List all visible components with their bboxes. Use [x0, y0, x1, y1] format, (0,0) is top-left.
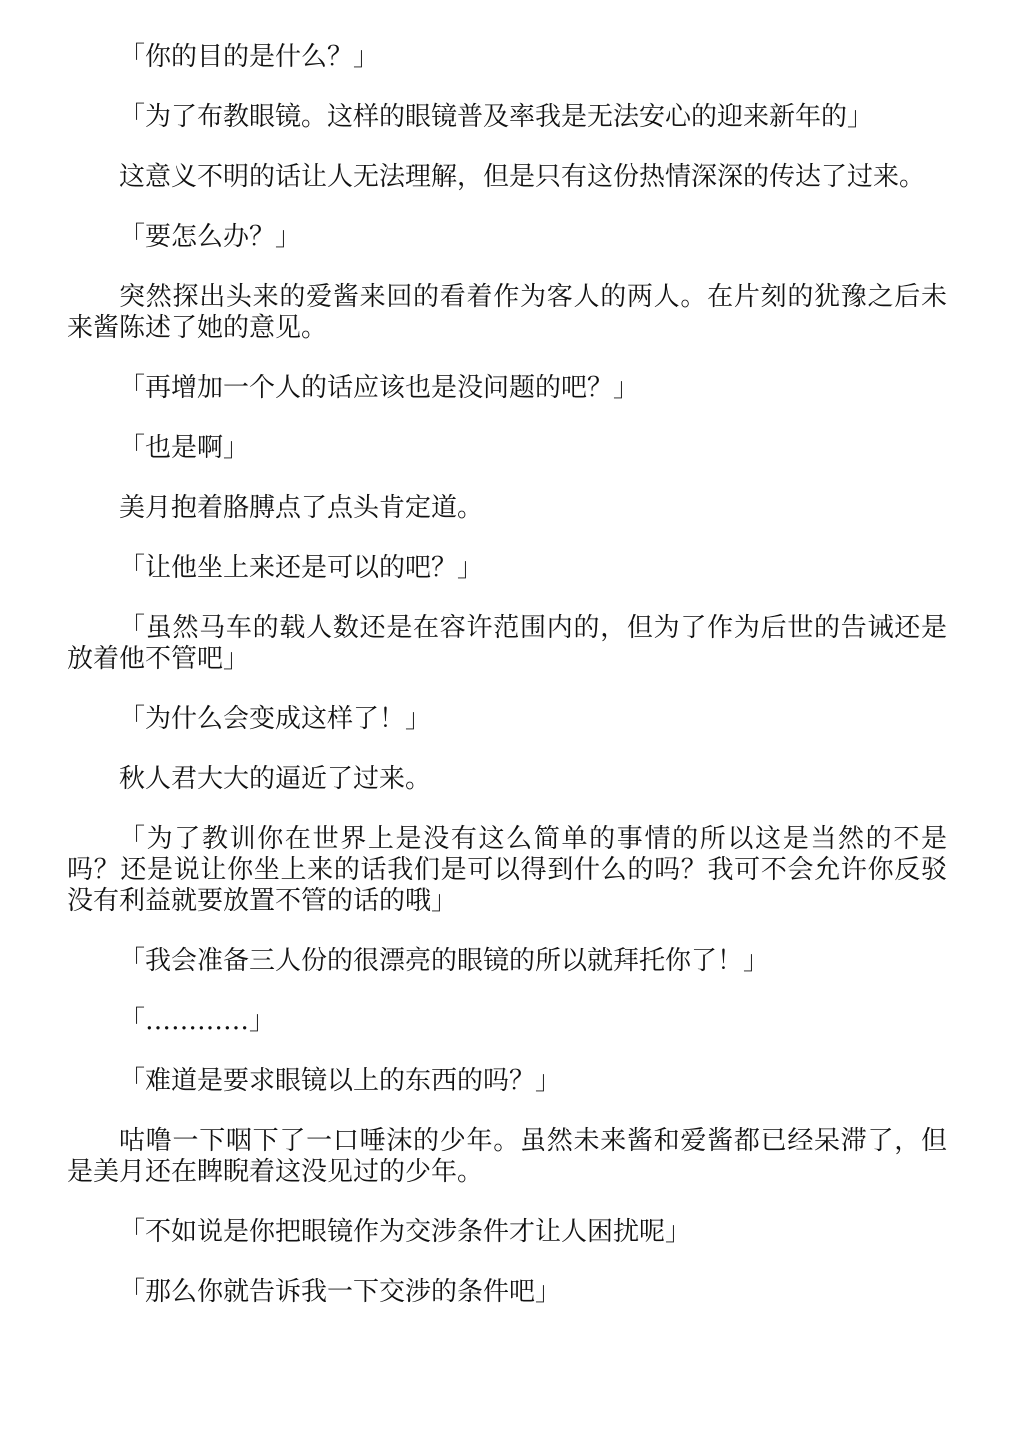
paragraph: 「再增加一个人的话应该也是没问题的吧？」	[119, 373, 640, 403]
paragraph: 「…………」	[119, 1006, 276, 1036]
paragraph: 「不如说是你把眼镜作为交涉条件才让人困扰呢」	[119, 1217, 692, 1247]
paragraph: 「为什么会变成这样了！」	[119, 704, 432, 734]
paragraph: 「也是啊」	[119, 433, 250, 463]
paragraph: 「为了教训你在世界上是没有这么简单的事情的所以这是当然的不是吗？还是说让你坐上来的话我们是可以得到什么的吗？我可不会允许你反驳没有利益就要放置不管的话的哦」	[67, 824, 947, 916]
paragraph: 「要怎么办？」	[119, 222, 302, 252]
paragraph: 「让他坐上来还是可以的吧？」	[119, 553, 484, 583]
paragraph: 「你的目的是什么？」	[119, 42, 380, 72]
paragraph: 「我会准备三人份的很漂亮的眼镜的所以就拜托你了！」	[119, 946, 770, 976]
document-page	[67, 42, 947, 1337]
paragraph: 「为了布教眼镜。这样的眼镜普及率我是无法安心的迎来新年的」	[119, 102, 874, 132]
paragraph: 突然探出头来的爱酱来回的看着作为客人的两人。在片刻的犹豫之后未来酱陈述了她的意见。	[67, 282, 947, 343]
paragraph: 这意义不明的话让人无法理解，但是只有这份热情深深的传达了过来。	[119, 162, 926, 192]
paragraph: 「难道是要求眼镜以上的东西的吗？」	[119, 1066, 562, 1096]
paragraph: 秋人君大大的逼近了过来。	[119, 764, 432, 794]
paragraph: 咕噜一下咽下了一口唾沫的少年。虽然未来酱和爱酱都已经呆滞了，但是美月还在睥睨着这没见过的少年。	[67, 1126, 947, 1187]
paragraph: 美月抱着胳膊点了点头肯定道。	[119, 493, 484, 523]
paragraph: 「虽然马车的载人数还是在容许范围内的，但为了作为后世的告诫还是放着他不管吧」	[67, 613, 947, 674]
paragraph: 「那么你就告诉我一下交涉的条件吧」	[119, 1277, 562, 1307]
